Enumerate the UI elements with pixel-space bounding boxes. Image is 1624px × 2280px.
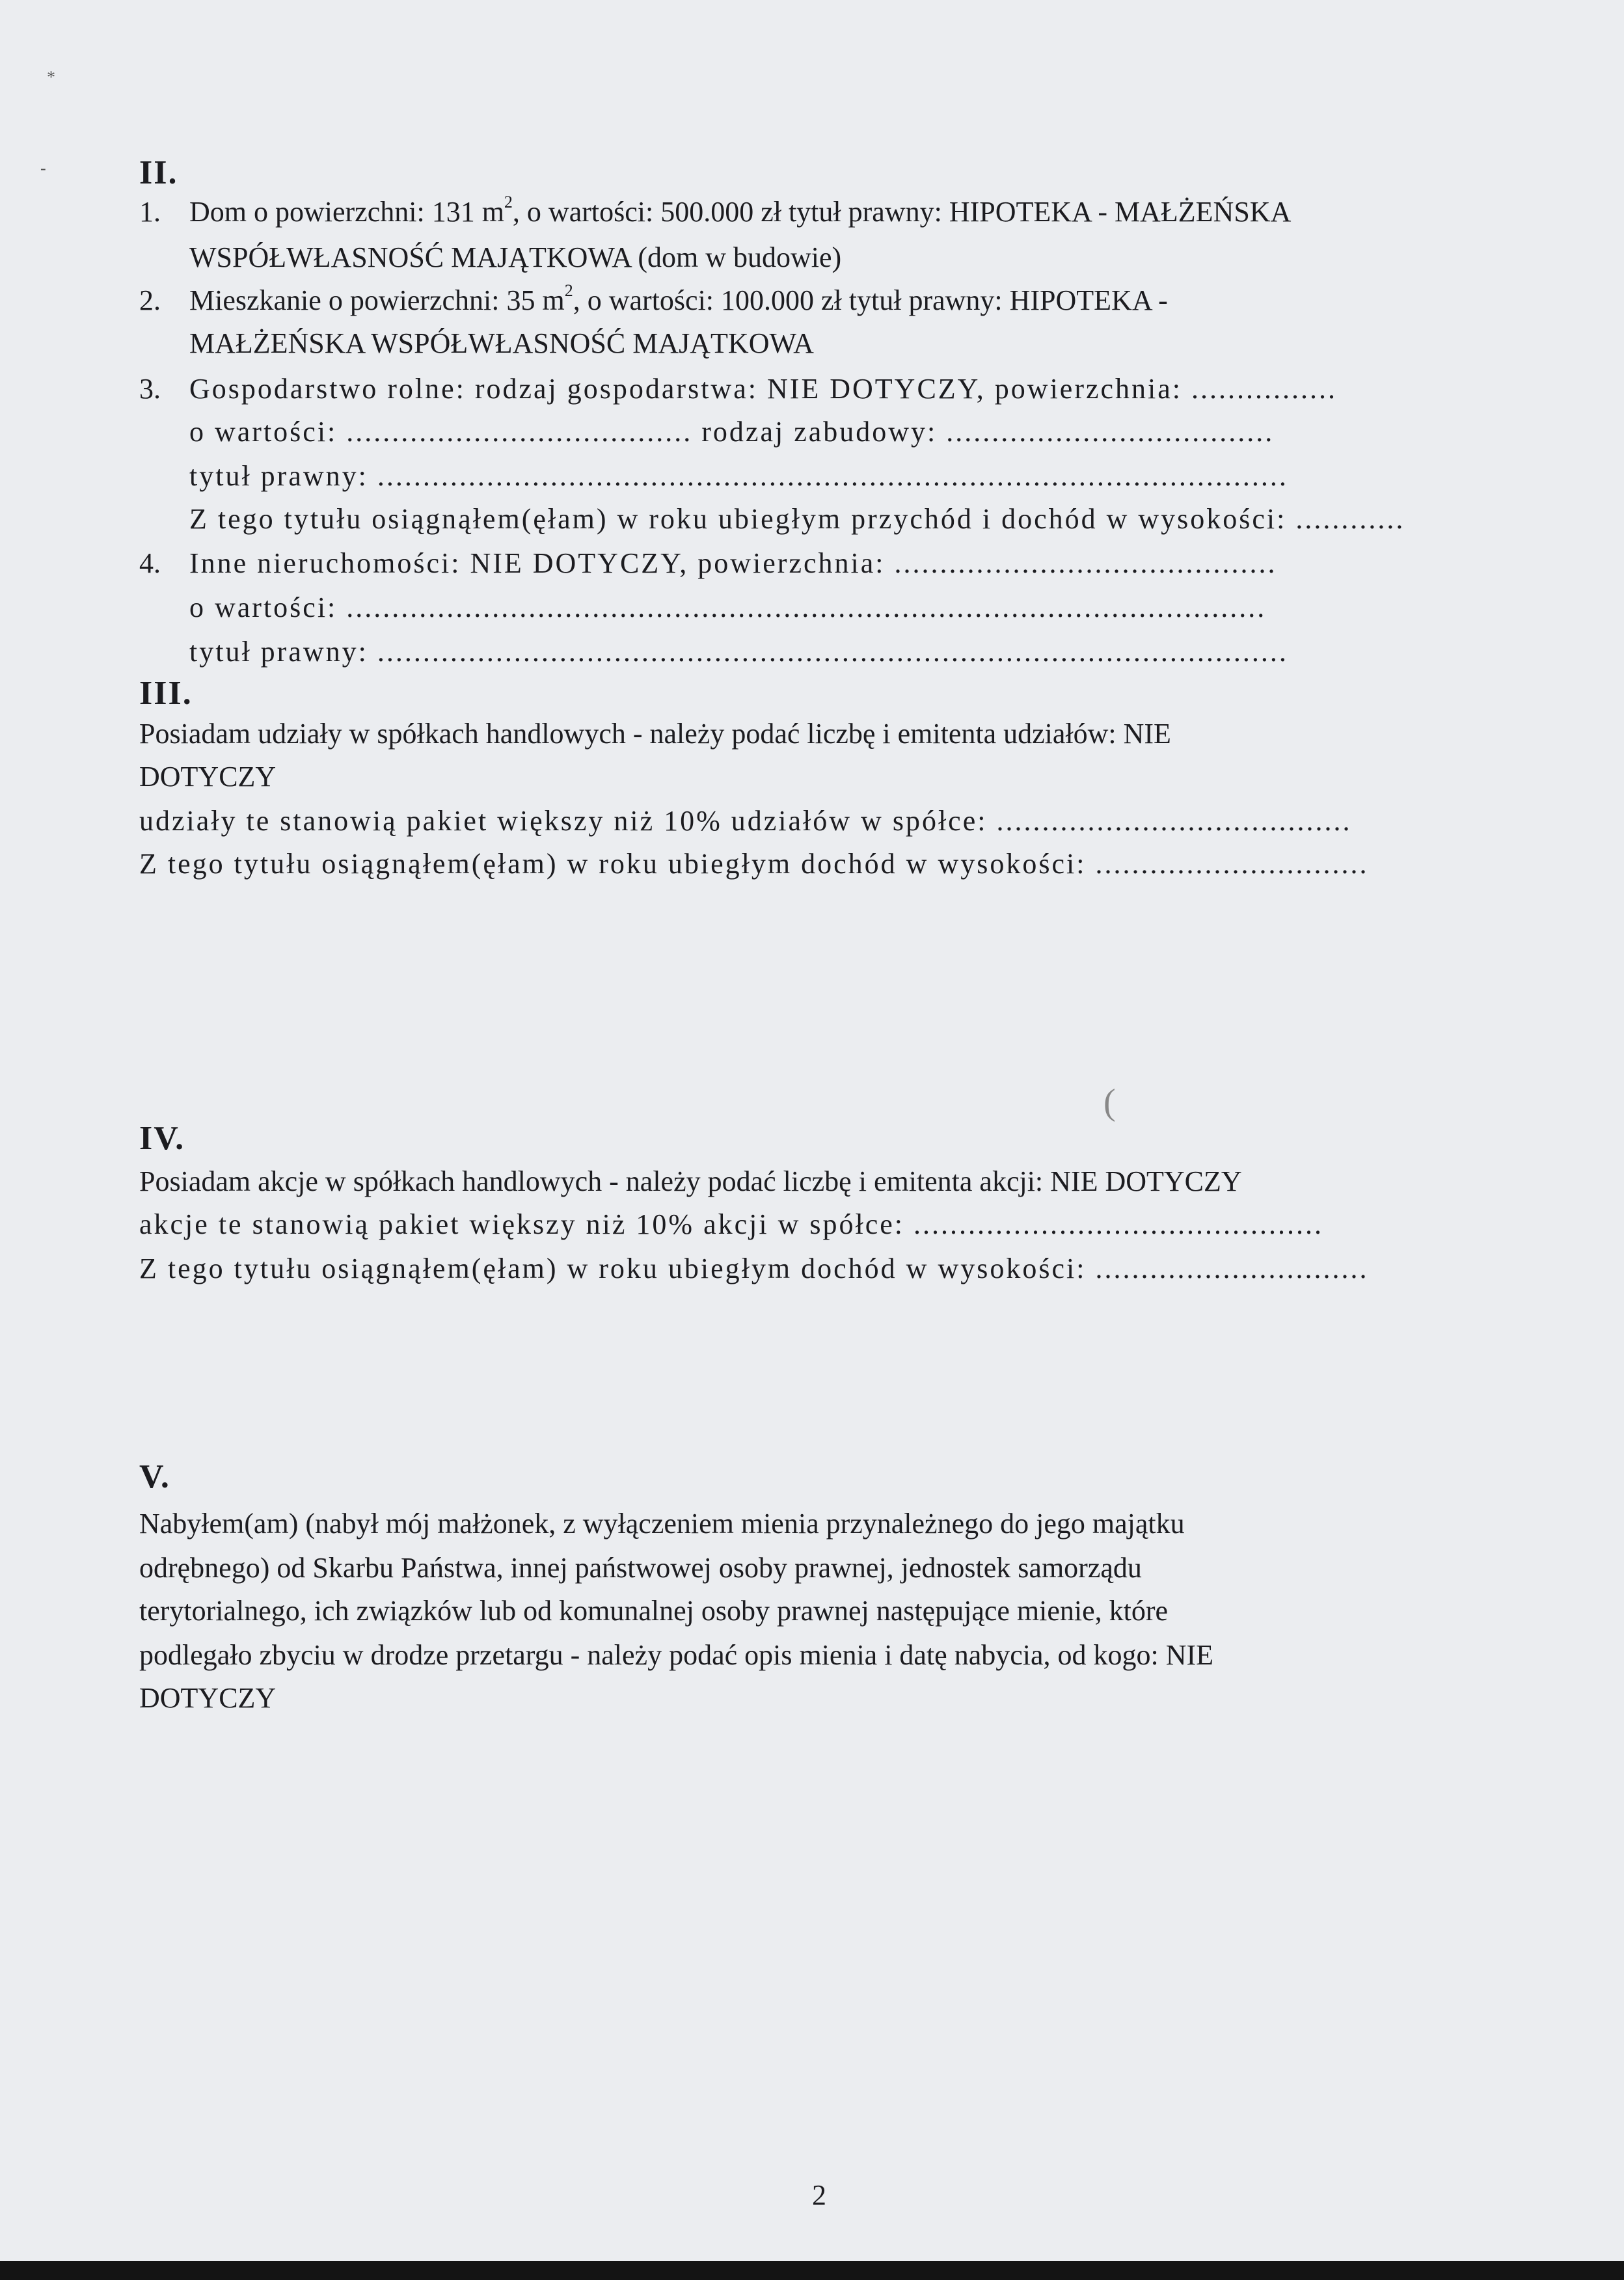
- section-ii-item2-line1: Mieszkanie o powierzchni: 35 $m^2$, o wartości: 100.000 zł tytuł prawny: HIPOTEKA -: [189, 281, 1168, 316]
- section-iii-line3: udziały te stanowią pakiet większy niż 10% udziałów w spółce: .......................................: [139, 805, 1352, 837]
- section-v-line2: odrębnego) od Skarbu Państwa, innej państwowej osoby prawnej, jednostek samorządu: [139, 1552, 1142, 1584]
- item-number: 1.: [139, 196, 161, 228]
- section-iv-line1: Posiadam akcje w spółkach handlowych - należy podać liczbę i emitenta akcji: NIE DOTYCZY: [139, 1165, 1242, 1197]
- item-number: 2.: [139, 284, 161, 316]
- section-iii-line4: Z tego tytułu osiągnąłem(ęłam) w roku ubiegłym dochód w wysokości: ..............................: [139, 848, 1369, 880]
- section-ii-item3-line2: o wartości: ...................................... rodzaj zabudowy: ....................................: [189, 416, 1275, 448]
- scanner-edge: [0, 2261, 1624, 2280]
- section-iv-line3: Z tego tytułu osiągnąłem(ęłam) w roku ubiegłym dochód w wysokości: ..............................: [139, 1253, 1369, 1284]
- scan-speck: *: [47, 68, 55, 87]
- section-iv-line2: akcje te stanowią pakiet większy niż 10% akcji w spółce: .............................................: [139, 1208, 1323, 1240]
- section-ii-item4-line2: o wartości: .....................................................................................................: [189, 591, 1267, 623]
- section-iv-heading: IV.: [139, 1120, 185, 1157]
- section-ii-item3-line4: Z tego tytułu osiągnąłem(ęłam) w roku ubiegłym przychód i dochód w wysokości: ............: [189, 503, 1405, 535]
- section-ii-heading: II.: [139, 154, 178, 191]
- section-iii-heading: III.: [139, 675, 193, 712]
- section-ii-item1-line1: Dom o powierzchni: 131 $m^2$, o wartości: 500.000 zł tytuł prawny: HIPOTEKA - MAŁŻEŃSKA: [189, 193, 1292, 228]
- section-iii-line2: DOTYCZY: [139, 761, 277, 793]
- pen-mark: (: [1103, 1082, 1116, 1122]
- page-number: 2: [812, 2179, 826, 2211]
- section-v-line3: terytorialnego, ich związków lub od komunalnej osoby prawnej następujące mienie, które: [139, 1595, 1169, 1627]
- scan-speck: -: [40, 159, 46, 178]
- section-ii-item1-line2: WSPÓŁWŁASNOŚĆ MAJĄTKOWA (dom w budowie): [189, 241, 842, 273]
- section-v-line5: DOTYCZY: [139, 1682, 277, 1714]
- section-v-line1: Nabyłem(am) (nabył mój małżonek, z wyłączeniem mienia przynależnego do jego majątku: [139, 1508, 1185, 1540]
- section-ii-item4-line1: Inne nieruchomości: NIE DOTYCZY, powierzchnia: ..........................................: [189, 547, 1277, 579]
- section-v-heading: V.: [139, 1458, 170, 1495]
- item-number: 3.: [139, 373, 161, 405]
- section-ii-item2-line2: MAŁŻEŃSKA WSPÓŁWŁASNOŚĆ MAJĄTKOWA: [189, 327, 814, 359]
- section-v-line4: podlegało zbyciu w drodze przetargu - należy podać opis mienia i datę nabycia, od kogo: NIE: [139, 1639, 1214, 1671]
- section-iii-line1: Posiadam udziały w spółkach handlowych - należy podać liczbę i emitenta udziałów: NIE: [139, 718, 1171, 750]
- section-ii-item4-line3: tytuł prawny: ....................................................................................................: [189, 636, 1288, 668]
- section-ii-item3-line1: Gospodarstwo rolne: rodzaj gospodarstwa: NIE DOTYCZY, powierzchnia: ................: [189, 373, 1338, 405]
- section-ii-item3-line3: tytuł prawny: ....................................................................................................: [189, 460, 1288, 492]
- item-number: 4.: [139, 547, 161, 579]
